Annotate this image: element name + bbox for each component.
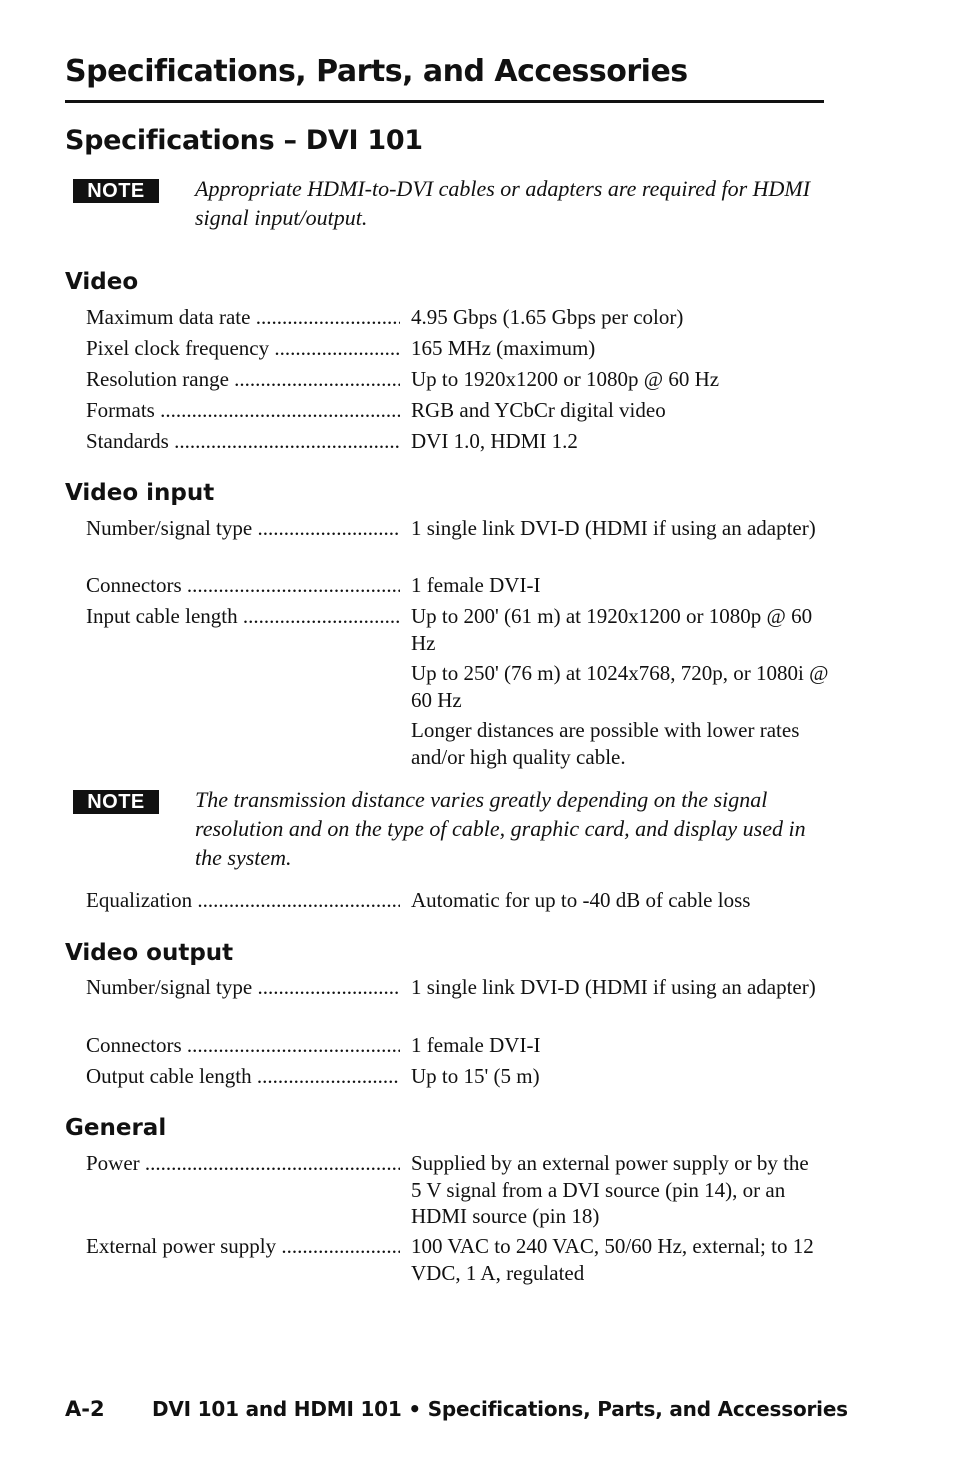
spec-value: 4.95 Gbps (1.65 Gbps per color) (411, 305, 684, 329)
spec-value: Automatic for up to -40 dB of cable loss (411, 888, 751, 912)
heading-general: General (65, 1115, 167, 1141)
heading-video: Video (65, 269, 139, 295)
spec-value: 1 female DVI-I (411, 1033, 541, 1057)
spec-value: 1 female DVI-I (411, 573, 541, 597)
spec-value: DVI 1.0, HDMI 1.2 (411, 429, 578, 453)
spec-value: Longer distances are possible with lower rates and/or high quality cable. (411, 718, 800, 769)
spec-value: 1 single link DVI-D (HDMI if using an adapter) (411, 975, 816, 999)
section-title: Specifications – DVI 101 (65, 125, 423, 156)
spec-value: RGB and YCbCr digital video (411, 398, 666, 422)
spec-label: Standards ..... (86, 428, 400, 455)
spec-value: 165 MHz (maximum) (411, 336, 596, 360)
spec-label: Number/signal type ..... (86, 515, 400, 542)
heading-video-input: Video input (65, 480, 215, 506)
page-title: Specifications, Parts, and Accessories (65, 54, 688, 89)
spec-value: 100 VAC to 240 VAC, 50/60 Hz, external; to 12 VDC, 1 A, regulated (411, 1234, 814, 1285)
spec-label: Equalization ..... (86, 887, 400, 914)
spec-label: Connectors ..... (86, 1032, 400, 1059)
heading-video-output: Video output (65, 940, 234, 966)
spec-label: Formats ..... (86, 397, 400, 424)
spec-value: Up to 1920x1200 or 1080p @ 60 Hz (411, 367, 720, 391)
spec-label: Number/signal type ..... (86, 974, 400, 1001)
spec-value: Up to 15' (5 m) (411, 1064, 540, 1088)
footer-title: DVI 101 and HDMI 101 • Specifications, Parts, and Accessories (152, 1397, 848, 1421)
note-text: Appropriate HDMI-to-DVI cables or adapters are required for HDMI signal input/output. (195, 176, 811, 230)
spec-label: Pixel clock frequency ..... (86, 335, 400, 362)
title-rule (65, 100, 824, 103)
spec-label: Output cable length ..... (86, 1063, 400, 1090)
note-text: The transmission distance varies greatly depending on the signal resolution and on the type of cable, graphic card, and display used in the system. (195, 787, 806, 870)
spec-label: External power supply ..... (86, 1233, 400, 1260)
spec-label: Connectors ..... (86, 572, 400, 599)
page-number: A-2 (65, 1397, 105, 1421)
spec-value: 1 single link DVI-D (HDMI if using an adapter) (411, 516, 816, 540)
spec-value: Up to 200' (61 m) at 1920x1200 or 1080p @ 60 Hz (411, 604, 813, 655)
spec-label: Power ..... (86, 1150, 400, 1177)
spec-value: Supplied by an external power supply or by the 5 V signal from a DVI source (pin 14), or an HDMI source (pin 18) (411, 1151, 809, 1228)
note-badge: NOTE (73, 179, 159, 203)
note-badge: NOTE (73, 790, 159, 814)
spec-label: Resolution range ..... (86, 366, 400, 393)
spec-label: Maximum data rate ..... (86, 304, 400, 331)
spec-value: Up to 250' (76 m) at 1024x768, 720p, or 1080i @ 60 Hz (411, 661, 829, 712)
spec-label: Input cable length ..... (86, 603, 400, 630)
